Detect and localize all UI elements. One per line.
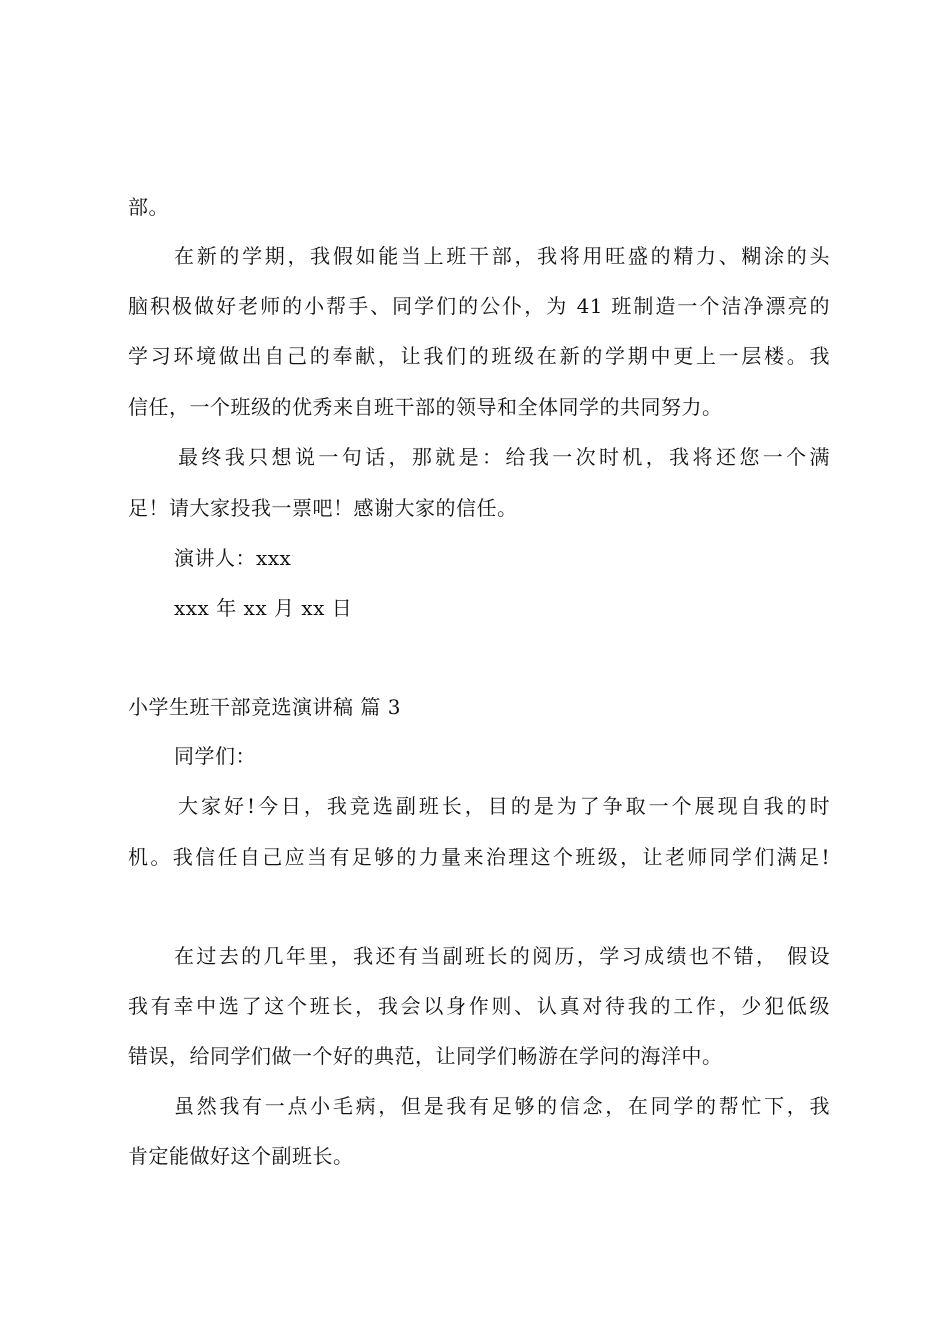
text-line: 足！请大家投我一票吧！感谢大家的信任。 [128,496,518,520]
text-line: 我有幸中选了这个班长，我会以身作则、认真对待我的工作，少犯低级 [128,994,830,1018]
text-line: 肯定能做好这个副班长。 [128,1144,354,1168]
text-line: 错误，给同学们做一个好的典范，让同学们畅游在学问的海洋中。 [128,1044,723,1068]
text-line: 学习环境做出自己的奉献，让我们的班级在新的学期中更上一层楼。我 [128,344,830,368]
text-line: 大家好!今日，我竞选副班长，目的是为了争取一个展现自我的时 [178,794,830,818]
section-heading: 小学生班干部竞选演讲稿 篇 3 [128,695,401,719]
text-line: 在新的学期，我假如能当上班干部，我将用旺盛的精力、糊涂的头 [174,244,830,268]
text-line: 最终我只想说一句话，那就是：给我一次时机，我将还您一个满 [178,445,830,469]
salutation: 同学们： [174,744,256,768]
speaker-line: 演讲人：xxx [174,546,292,570]
text-line: 机。我信任自己应当有足够的力量来治理这个班级，让老师同学们满足! [128,845,830,869]
date-line: xxx 年 xx 月 xx 日 [174,596,353,620]
text-line: 部。 [128,195,169,219]
text-line: 虽然我有一点小毛病，但是我有足够的信念，在同学的帮忙下，我 [174,1094,830,1118]
text-line: 信任，一个班级的优秀来自班干部的领导和全体同学的共同努力。 [128,395,723,419]
text-line: 脑积极做好老师的小帮手、同学们的公仆，为 41 班制造一个洁净漂亮的 [128,294,830,318]
text-line: 在过去的几年里，我还有当副班长的阅历，学习成绩也不错， 假设 [174,944,830,968]
